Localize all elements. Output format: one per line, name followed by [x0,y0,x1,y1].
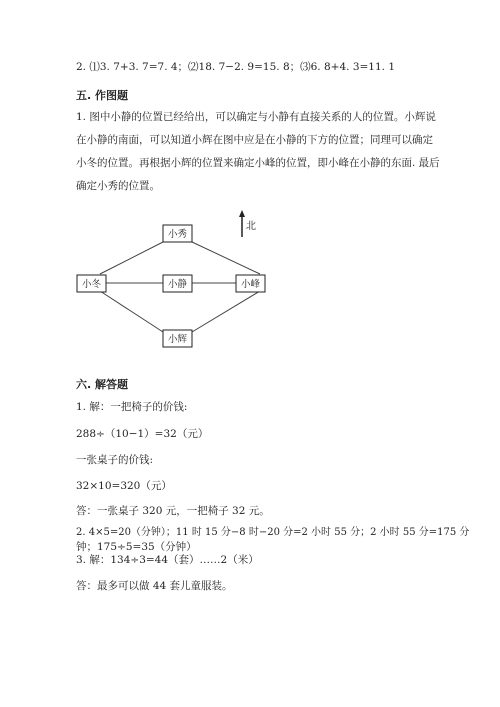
position-diagram [0,205,500,355]
node-label: 小峰 [240,279,261,290]
section-5-paragraph [76,106,440,198]
answer-line: 一张桌子的价钱: [76,454,154,466]
node-label: 小冬 [81,279,102,290]
answer-line: 2. 4×5=20（分钟）；11 时 15 分−8 时−20 分=2 小时 55 分；2 小时 55 分=175 分 [76,527,470,538]
paragraph-line: 确定小秀的位置。 [76,180,160,192]
answer-line: 答：一张桌子 320 元，一把椅子 32 元。 [76,505,270,517]
node-label: 小秀 [167,229,188,240]
node-label: 小静 [167,279,188,290]
node-xiaodong [77,275,106,292]
answer-line: 1. 解：一把椅子的价钱: [76,401,188,413]
north-arrow-icon [239,210,245,237]
answer-line: 3. 解：134÷3=44（套）……2（米） [76,554,259,566]
answer-line: 钟；175÷5=35（分钟） [76,541,197,553]
node-label: 小辉 [167,334,188,345]
answer-line: 答：最多可以做 44 套儿童服装。 [76,580,233,592]
answer-line: 288÷（10−1）=32（元） [76,428,209,440]
node-xiaohui [163,330,192,347]
section-6-heading: 六. 解答题 [76,378,129,391]
paragraph-line: 小冬的位置。再根据小辉的位置来确定小峰的位置，即小峰在小静的东面. 最后 [76,157,440,169]
paragraph-line: 在小静的南面，可以知道小辉在图中应是在小静的下方的位置；同理可以确定 [76,134,433,146]
answer-line: 32×10=320（元） [76,480,172,492]
node-xiaoxiu [163,225,192,242]
node-xiaojing [163,275,192,292]
node-xiaofeng [236,275,265,292]
answer-2: 2. ⑴3. 7+3. 7=7. 4；⑵18. 7−2. 9=15. 8；⑶6. 8+4. 3=11. 1 [76,61,396,73]
paragraph-line: 1. 图中小静的位置已经给出，可以确定与小静有直接关系的人的位置。小辉说 [76,111,436,123]
section-5-heading: 五. 作图题 [76,89,129,102]
north-label: 北 [246,221,256,232]
